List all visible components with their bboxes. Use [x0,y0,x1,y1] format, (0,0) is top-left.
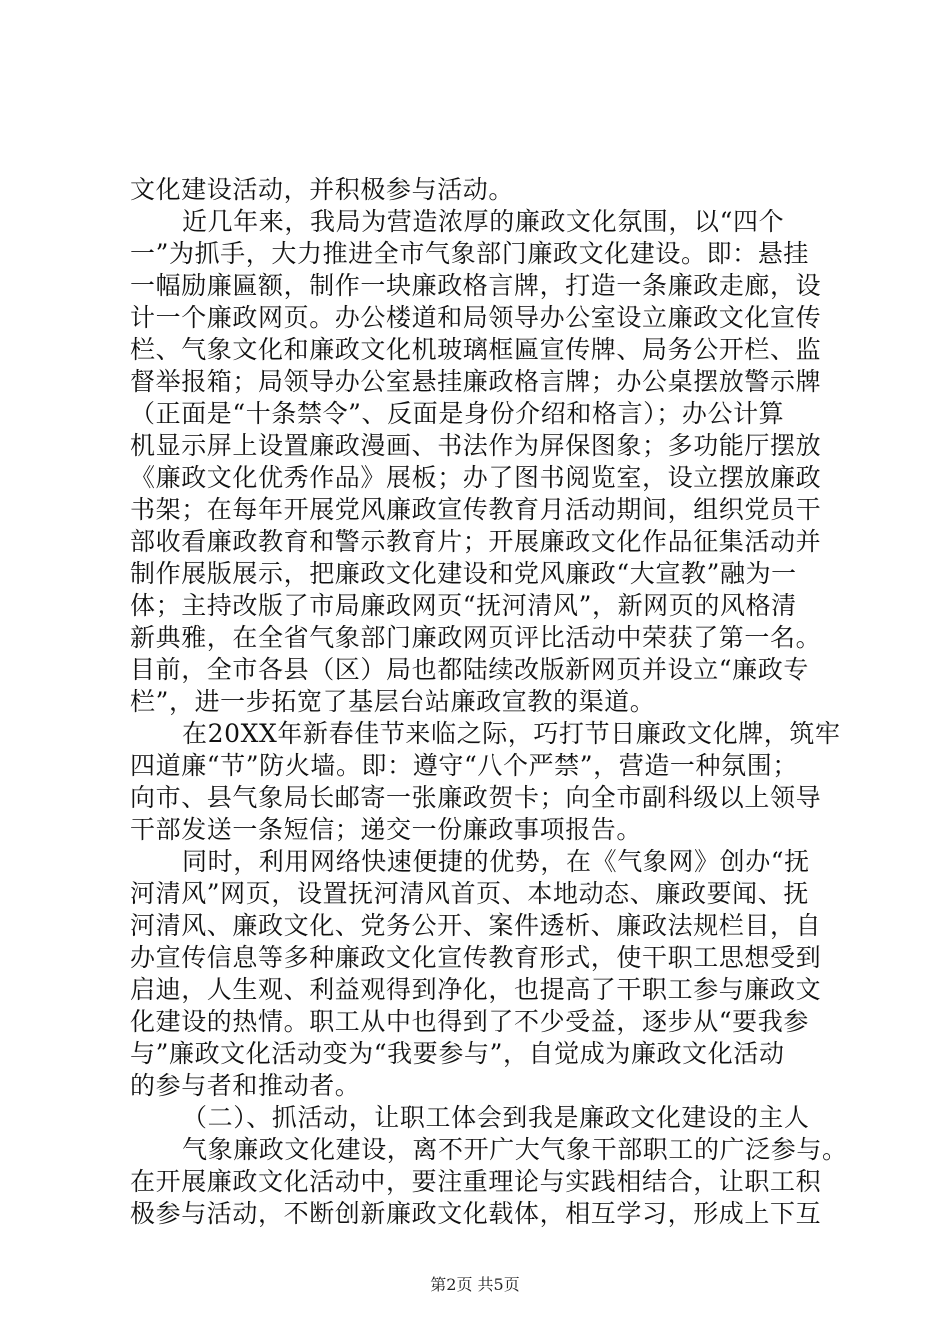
text-line: 文化建设活动，并积极参与活动。 [130,175,515,204]
text-line: 向市、县气象局长邮寄一张廉政贺卡；向全市副科级以上领导 [130,783,822,812]
text-line: 书架；在每年开展党风廉政宣传教育月活动期间，组织党员干 [130,495,822,524]
text-line: 体；主持改版了市局廉政网页“抚河清风”，新网页的风格清 [130,591,797,620]
text-line: 目前，全市各县（区）局也都陆续改版新网页并设立“廉政专 [130,655,809,684]
text-line: 栏、气象文化和廉政文化机玻璃框匾宣传牌、局务公开栏、监 [130,335,822,364]
text-line: 与”廉政文化活动变为“我要参与”，自觉成为廉政文化活动 [130,1039,785,1068]
text-line: 办宣传信息等多种廉政文化宣传教育形式，使干职工思想受到 [130,943,822,972]
text-line: 在20XX年新春佳节来临之际，巧打节日廉政文化牌，筑牢 [182,719,841,748]
text-line: 新典雅，在全省气象部门廉政网页评比活动中荣获了第一名。 [130,623,822,652]
section-heading: （二）、抓活动，让职工体会到我是廉政文化建设的主人 [182,1103,810,1132]
text-line: 四道廉“节”防火墙。即：遵守“八个严禁”，营造一种氛围； [130,751,798,780]
page-number-footer: 第2页 共5页 [430,1275,520,1294]
text-line: 启迪，人生观、利益观得到净化，也提高了干职工参与廉政文 [130,975,822,1004]
text-line: 计一个廉政网页。办公楼道和局领导办公室设立廉政文化宣传 [130,303,822,332]
text-line: 河清风、廉政文化、党务公开、案件透析、廉政法规栏目，自 [130,911,822,940]
text-line: 河清风”网页，设置抚河清风首页、本地动态、廉政要闻、抚 [130,879,809,908]
text-line: 栏”，进一步拓宽了基层台站廉政宣教的渠道。 [130,687,656,716]
text-line: 制作展版展示，把廉政文化建设和党风廉政“大宣教”融为一 [130,559,797,588]
text-line: 在开展廉政文化活动中，要注重理论与实践相结合，让职工积 [130,1167,822,1196]
text-line: 气象廉政文化建设，离不开广大气象干部职工的广泛参与。 [182,1135,848,1164]
text-line: （正面是“十条禁令”、反面是身份介绍和格言）；办公计算 [130,399,785,428]
text-line: 一幅励廉匾额，制作一块廉政格言牌，打造一条廉政走廊，设 [130,271,822,300]
text-line: 机显示屏上设置廉政漫画、书法作为屏保图象；多功能厅摆放 [130,431,822,460]
text-line: 部收看廉政教育和警示教育片；开展廉政文化作品征集活动并 [130,527,822,556]
text-line: 近几年来，我局为营造浓厚的廉政文化氛围，以“四个 [182,207,785,236]
document-body [130,174,848,1230]
text-line: 《廉政文化优秀作品》展板；办了图书阅览室，设立摆放廉政 [130,463,822,492]
text-line: 干部发送一条短信；递交一份廉政事项报告。 [130,815,643,844]
text-line: 化建设的热情。职工从中也得到了不少受益，逐步从“要我参 [130,1007,809,1036]
text-line: 一”为抓手，大力推进全市气象部门廉政文化建设。即：悬挂 [130,239,809,268]
text-line: 的参与者和推动者。 [130,1071,361,1100]
text-line: 同时，利用网络快速便捷的优势，在《气象网》创办“抚 [182,847,810,876]
text-line: 极参与活动，不断创新廉政文化载体，相互学习，形成上下互 [130,1199,822,1228]
text-line: 督举报箱；局领导办公室悬挂廉政格言牌；办公桌摆放警示牌 [130,367,822,396]
